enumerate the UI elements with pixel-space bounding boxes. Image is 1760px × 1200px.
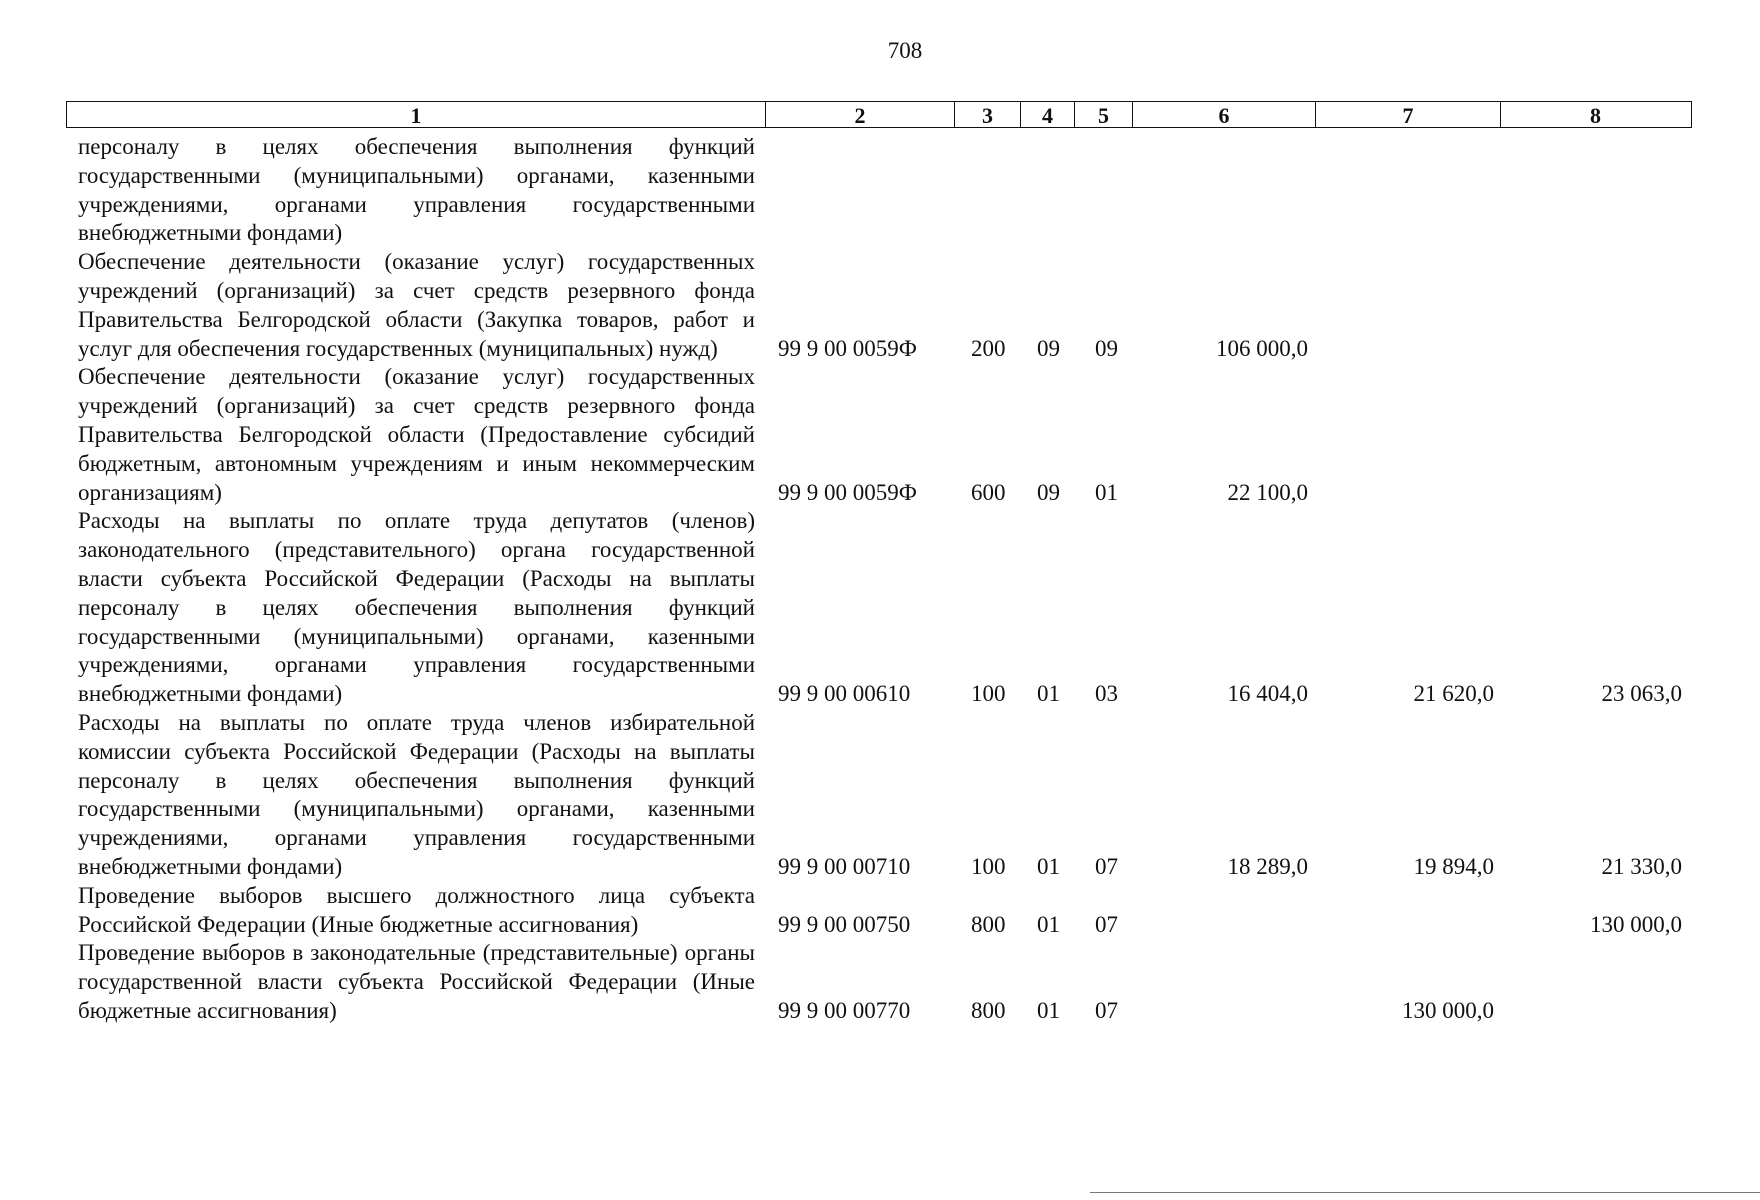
column-header-5: 5 xyxy=(1075,102,1133,127)
row-amount-col7: 19 894,0 xyxy=(1413,853,1494,879)
row-expense-type: 100 xyxy=(971,681,1006,707)
row-expense-type: 200 xyxy=(971,335,1006,361)
row-description: Расходы на выплаты по оплате труда депутатов (членов) законодательного (представительного) органа государственной власти субъекта Российской Федерации (Расходы на выплаты персоналу в целях обеспечения выполнения функций государственными (муниципальными) органами, казенными учреждениями, органами управления государственными внебюджетными фондами) xyxy=(78,508,755,707)
table-row xyxy=(0,133,1760,248)
page-number: 708 xyxy=(887,38,923,63)
column-header-7: 7 xyxy=(1316,102,1501,127)
row-section: 01 xyxy=(1037,681,1060,707)
row-description: Проведение выборов высшего должностного лица субъекта Российской Федерации (Иные бюджетные ассигнования) xyxy=(78,882,755,937)
table-row xyxy=(0,507,1760,709)
row-description: персоналу в целях обеспечения выполнения функций государственными (муниципальными) органами, казенными учреждениями, органами управления государственными внебюджетными фондами) xyxy=(78,134,755,246)
row-subsection: 09 xyxy=(1095,335,1118,361)
row-subsection: 07 xyxy=(1095,853,1118,879)
row-description: Обеспечение деятельности (оказание услуг) государственных учреждений (организаций) за счет средств резервного фонда Правительства Белгородской области (Закупка товаров, работ и услуг для обеспечения государственных (муниципальных) нужд) xyxy=(78,249,755,361)
column-header-8: 8 xyxy=(1590,103,1601,128)
table-row xyxy=(0,363,1760,507)
bottom-rule xyxy=(1090,1192,1760,1193)
row-amount-col6: 106 000,0 xyxy=(1216,335,1308,361)
row-section: 01 xyxy=(1037,997,1060,1023)
table-row xyxy=(0,248,1760,363)
row-code: 99 9 00 0059Ф xyxy=(778,479,917,505)
table-row xyxy=(0,709,1760,882)
row-amount-col6: 16 404,0 xyxy=(1227,681,1308,707)
column-header-3: 3 xyxy=(955,102,1021,127)
column-header-4: 4 xyxy=(1021,102,1075,127)
row-description: Проведение выборов в законодательные (представительные) органы государственной власти субъекта Российской Федерации (Иные бюджетные ассигнования) xyxy=(78,940,755,1023)
row-subsection: 07 xyxy=(1095,997,1118,1023)
row-code: 99 9 00 0059Ф xyxy=(778,335,917,361)
row-amount-col7: 130 000,0 xyxy=(1402,997,1494,1023)
table-body xyxy=(0,133,1760,1026)
row-section: 01 xyxy=(1037,911,1060,937)
row-expense-type: 800 xyxy=(971,997,1006,1023)
row-description: Обеспечение деятельности (оказание услуг) государственных учреждений (организаций) за счет средств резервного фонда Правительства Белгородской области (Предоставление субсидий бюджетным, автономным учреждениям и иным некоммерческим организациям) xyxy=(78,364,755,505)
row-code: 99 9 00 00770 xyxy=(778,997,911,1023)
row-subsection: 01 xyxy=(1095,479,1118,505)
row-description: Расходы на выплаты по оплате труда членов избирательной комиссии субъекта Российской Федерации (Расходы на выплаты персоналу в целях обеспечения выполнения функций государственными (муниципальными) органами, казенными учреждениями, органами управления государственными внебюджетными фондами) xyxy=(78,709,755,879)
row-subsection: 07 xyxy=(1095,911,1118,937)
row-code: 99 9 00 00750 xyxy=(778,911,911,937)
row-amount-col7: 21 620,0 xyxy=(1413,681,1494,707)
row-amount-col6: 22 100,0 xyxy=(1227,479,1308,505)
row-expense-type: 600 xyxy=(971,479,1006,505)
row-amount-col8: 21 330,0 xyxy=(1601,853,1682,879)
table-row xyxy=(0,939,1760,1025)
row-amount-col8: 130 000,0 xyxy=(1590,911,1682,937)
column-header-2: 2 xyxy=(766,102,955,127)
column-header-6: 6 xyxy=(1133,102,1316,127)
row-subsection: 03 xyxy=(1095,681,1118,707)
row-section: 09 xyxy=(1037,479,1060,505)
column-header-1: 1 xyxy=(67,102,766,127)
row-section: 01 xyxy=(1037,853,1060,879)
row-code: 99 9 00 00710 xyxy=(778,853,911,879)
table-row xyxy=(0,882,1760,940)
table-header xyxy=(66,101,1692,128)
row-expense-type: 800 xyxy=(971,911,1006,937)
row-amount-col6: 18 289,0 xyxy=(1227,853,1308,879)
row-code: 99 9 00 00610 xyxy=(778,681,911,707)
row-section: 09 xyxy=(1037,335,1060,361)
row-amount-col8: 23 063,0 xyxy=(1601,681,1682,707)
row-expense-type: 100 xyxy=(971,853,1006,879)
